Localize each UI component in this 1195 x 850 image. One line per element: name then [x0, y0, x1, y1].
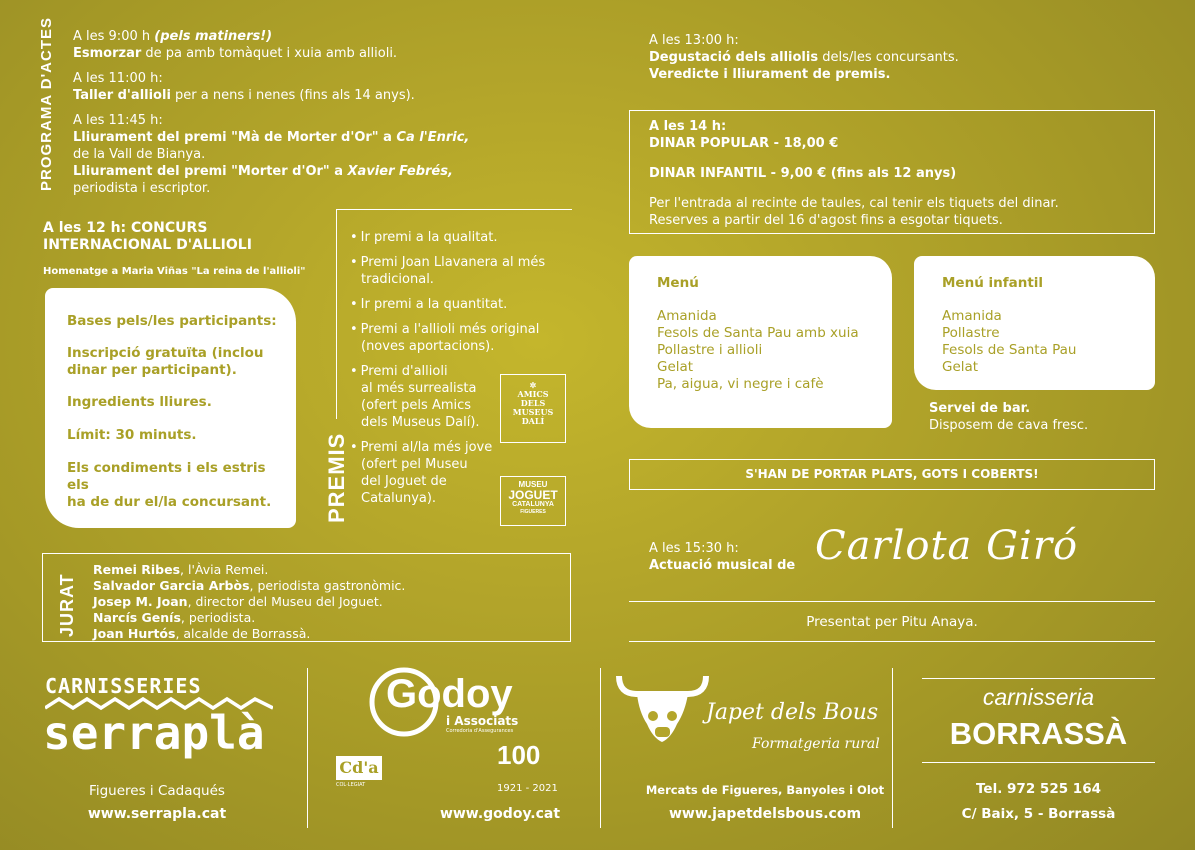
menu-item: Gelat	[942, 359, 979, 375]
menu-infantil-text: Menú infantil Amanida Pollastre Fesols de Santa Pau Gelat	[942, 275, 1077, 375]
servei-bar: Servei de bar. Disposem de cava fresc.	[929, 401, 1089, 433]
menu-item: Amanida	[657, 308, 717, 324]
programa-event-3: A les 11:45 h: Lliurament del premi "Mà de Morter d'Or" a Ca l'Enric, de la Vall de Bianya. Lliurament del premi "Morter d'Or" a Xavier Febrés, periodista i escriptor.	[73, 113, 470, 196]
artist-signature: Carlota Giró	[815, 523, 1079, 569]
programa-event-2: A les 11:00 h: Taller d'allioli per a nens i nenes (fins als 14 anys).	[73, 71, 415, 103]
dinar-text: A les 14 h: DINAR POPULAR - 18,00 € DINAR INFANTIL - 9,00 € (fins als 12 anys) Per l'entrada al recinte de taules, cal tenir els tiquets del dinar. Reserves a partir del 16 d'agost fins a esgotar tiquets.	[649, 119, 1059, 228]
divider-top	[629, 601, 1155, 602]
japet-mercats: Mercats de Figueres, Banyoles i Olot	[645, 783, 885, 797]
borrassa-logo-name: BORRASSÀ	[949, 716, 1128, 751]
jurat-member: Narcís Genís, periodista.	[93, 610, 256, 625]
premi-item: • Premi a l'allioli més original (noves aportacions).	[350, 321, 580, 355]
borrassa-line-top	[922, 678, 1155, 679]
menu-item: Fesols de Santa Pau amb xuia	[657, 325, 859, 341]
jurat-member: Josep M. Joan, director del Museu del Joguet.	[93, 594, 383, 609]
concurs-title: A les 12 h: CONCURS INTERNACIONAL D'ALLIOLI	[43, 220, 252, 253]
event-13h: A les 13:00 h: Degustació dels alliolis dels/les concursants. Veredicte i lliurament de premis.	[649, 33, 959, 82]
cda-sub: COL·LEGIAT	[336, 782, 366, 788]
sponsor-separator	[600, 668, 601, 828]
godoy-web: www.godoy.cat	[439, 806, 561, 822]
borrassa-tel: Tel. 972 525 164	[976, 781, 1101, 797]
borrassa-line-bottom	[922, 762, 1155, 763]
serrapla-web: www.serrapla.cat	[87, 806, 227, 822]
serrapla-city: Figueres i Cadaqués	[89, 783, 225, 799]
plats-notice: S'HAN DE PORTAR PLATS, GOTS I COBERTS!	[629, 459, 1155, 490]
borrassa-logo-top: carnisseria	[982, 684, 1095, 710]
programa-heading: PROGRAMA D'ACTES	[38, 16, 55, 191]
premis-heading: PREMIS	[324, 432, 349, 523]
borrassa-address: C/ Baix, 5 - Borrassà	[961, 806, 1116, 822]
jurat-member: Joan Hurtós, alcalde de Borrassà.	[93, 626, 311, 641]
bases-text: Bases pels/les participants: Inscripció gratuïta (inclou dinar per participant). Ingredients lliures. Límit: 30 minuts. Els condiments i els estris els ha de dur el/la concursant.	[67, 313, 277, 510]
jurat-member: Remei Ribes, l'Àvia Remei.	[93, 562, 269, 577]
godoy-logo-sub2: Corredoria d'Assegurances	[446, 728, 514, 734]
premi-item: • Premi d'allioli al més surrealista (ofert pels Amics dels Museus Dalí).	[350, 363, 580, 431]
jurat-member: Salvador Garcia Arbòs, periodista gastronòmic.	[93, 578, 406, 593]
premi-item: • Ir premi a la qualitat.	[350, 229, 580, 246]
godoy-logo-sub: i Associats	[446, 714, 519, 728]
divider-bottom	[629, 641, 1155, 642]
menu-item: Amanida	[942, 308, 1002, 324]
bull-head-icon	[615, 672, 710, 747]
premis-frame-left	[336, 209, 337, 419]
menu-item: Gelat	[657, 359, 694, 375]
premi-item: • Premi al/la més jove (ofert pel Museu del Joguet de Catalunya).	[350, 439, 580, 507]
premis-list	[350, 229, 580, 507]
premi-item: • Ir premi a la quantitat.	[350, 296, 580, 313]
menu-item: Pa, aigua, vi negre i cafè	[657, 376, 824, 392]
menu-item: Pollastre	[942, 325, 1000, 341]
amics-museus-dali-logo: ✲ AMICS DELS MUSEUS DALÍ	[500, 374, 566, 443]
godoy-years: 1921 - 2021	[497, 783, 558, 794]
sponsor-separator	[307, 668, 308, 828]
homenatge-text: Homenatge a Maria Viñas "La reina de l'allioli"	[43, 266, 306, 277]
cda-logo: Cd'a	[336, 756, 382, 780]
menu-item: Fesols de Santa Pau	[942, 342, 1077, 358]
japet-web: www.japetdelsbous.com	[668, 806, 862, 822]
programa-event-1: A les 9:00 h (pels matiners!) Esmorzar de pa amb tomàquet i xuia amb allioli.	[73, 29, 398, 61]
serrapla-logo-name: serraplà	[43, 706, 265, 760]
sponsor-separator	[892, 668, 893, 828]
premi-item: • Premi Joan Llavanera al més tradicional.	[350, 254, 580, 288]
menu-item: Pollastre i allioli	[657, 342, 763, 358]
serrapla-logo-top: CARNISSERIES	[45, 674, 202, 698]
japet-logo-sub: Formatgeria rural	[752, 736, 880, 752]
museu-joguet-logo: MUSEU JOGUET CATALUNYA FIGUERES	[500, 476, 566, 526]
jurat-list	[93, 562, 405, 642]
menu-text: Menú Amanida Fesols de Santa Pau amb xuia Pollastre i allioli Gelat Pa, aigua, vi negre i cafè	[657, 275, 859, 392]
event-1530: A les 15:30 h: Actuació musical de	[649, 541, 796, 573]
japet-logo-name: Japet dels Bous	[706, 700, 879, 725]
presentat-text: Presentat per Pitu Anaya.	[806, 614, 978, 630]
godoy-100-badge: 100	[497, 740, 541, 770]
godoy-logo-name: Godoy	[386, 672, 513, 716]
premis-frame-top	[336, 209, 572, 210]
jurat-heading: JURAT	[57, 573, 77, 637]
